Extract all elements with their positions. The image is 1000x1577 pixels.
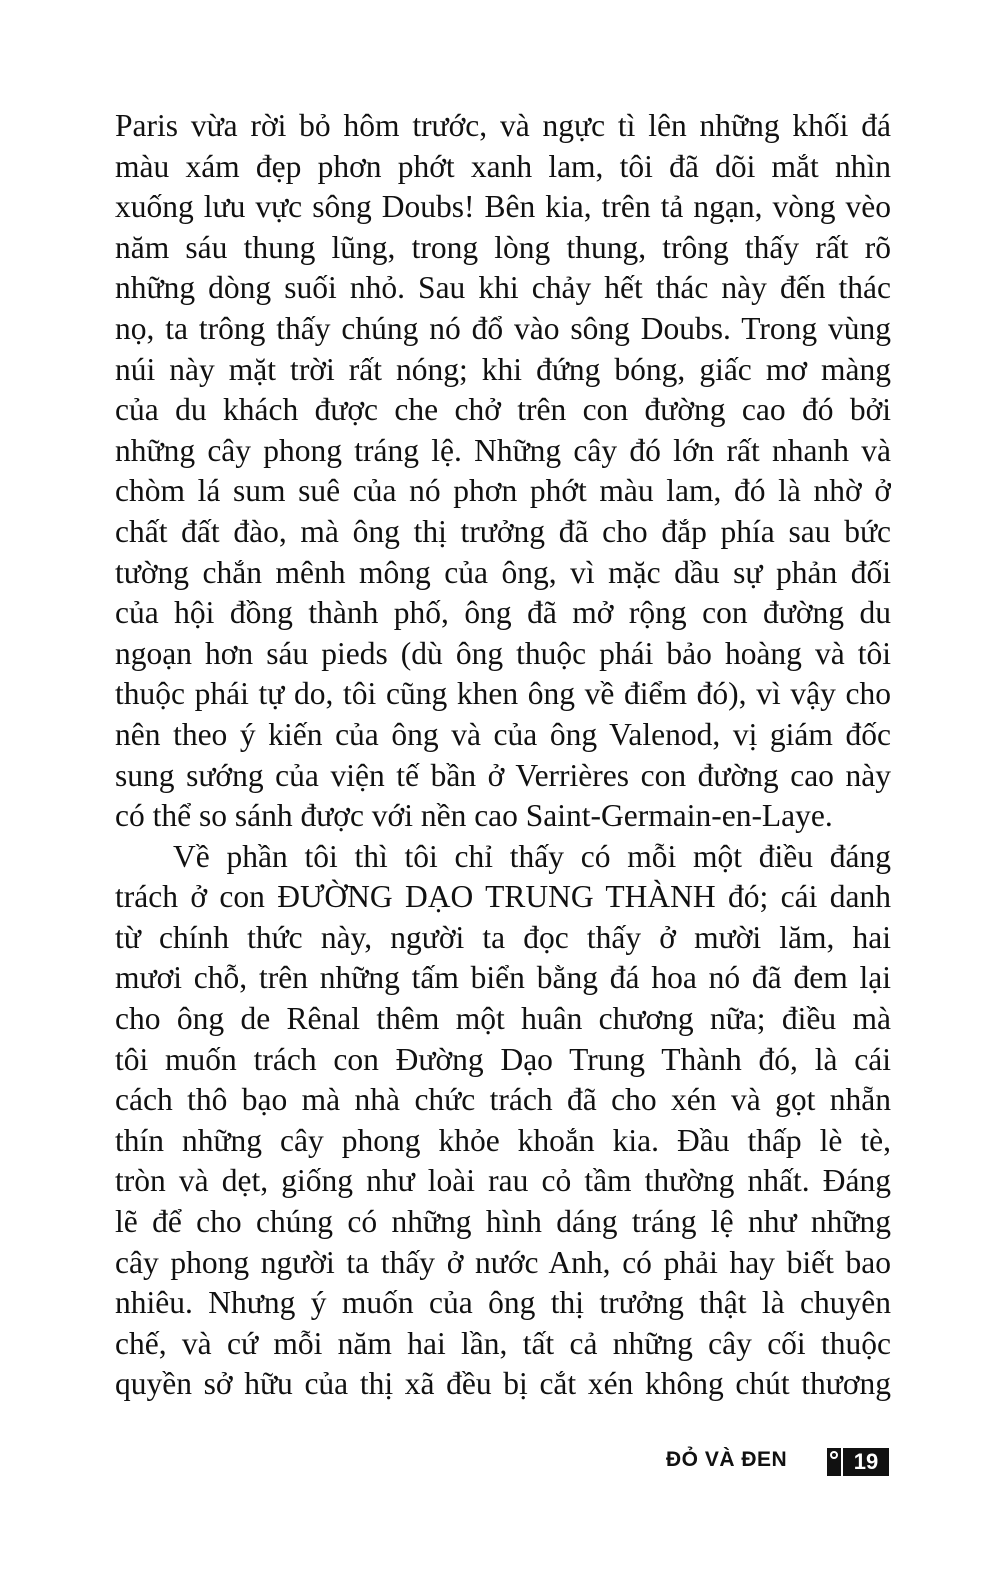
text-line: thín những cây phong khỏe khoắn kia. Đầu thấp lè tè, — [115, 1122, 891, 1158]
text-line: cho ông de Rênal thêm một huân chương nữa; điều mà — [115, 1001, 891, 1037]
text-line: ngoạn hơn sáu pieds (dù ông thuộc phái bảo hoàng và tôi — [115, 635, 891, 671]
text-line: màu xám đẹp phơn phớt xanh lam, tôi đã dõi mắt nhìn — [115, 148, 891, 184]
text-line: núi này mặt trời rất nóng; khi đứng bóng, giấc mơ màng — [115, 351, 891, 387]
text-line: nhiêu. Nhưng ý muốn của ông thị trưởng thật là chuyên — [115, 1285, 891, 1321]
text-line: của du khách được che chở trên con đường cao đó bởi — [115, 392, 891, 428]
text-line: Paris vừa rời bỏ hôm trước, và ngực tì lên những khối đá — [115, 108, 891, 143]
text-line: trách ở con ĐƯỜNG DẠO TRUNG THÀNH đó; cái danh — [115, 879, 891, 915]
text-line: xuống lưu vực sông Doubs! Bên kia, trên tả ngạn, vòng vèo — [115, 189, 891, 225]
text-line: sung sướng của viện tế bần ở Verrières con đường cao này — [115, 757, 891, 793]
text-line: từ chính thức này, người ta đọc thấy ở mười lăm, hai — [115, 919, 891, 955]
publisher-logo-icon — [827, 1448, 841, 1476]
text-line: nên theo ý kiến của ông và của ông Valenod, vị giám đốc — [115, 716, 891, 752]
text-line: của hội đồng thành phố, ông đã mở rộng con đường du — [115, 595, 891, 631]
text-line: chế, và cứ mỗi năm hai lần, tất cả những cây cối thuộc — [115, 1325, 891, 1361]
text-line: thuộc phái tự do, tôi cũng khen ông về điểm đó), vì vậy cho — [115, 676, 891, 712]
text-line: tròn và dẹt, giống như loài rau cỏ tầm thường nhất. Đáng — [115, 1163, 891, 1199]
text-line: mươi chỗ, trên những tấm biển bằng đá hoa nó đã đem lại — [115, 960, 891, 996]
text-line: cây phong người ta thấy ở nước Anh, có phải hay biết bao — [115, 1244, 891, 1280]
text-line: có thể so sánh được với nền cao Saint-Germain-en-Laye. — [115, 798, 833, 834]
text-line: năm sáu thung lũng, trong lòng thung, trông thấy rất rõ — [115, 229, 891, 265]
running-footer-title: ĐỎ VÀ ĐEN — [666, 1448, 788, 1471]
text-line: những cây phong tráng lệ. Những cây đó lớn rất nhanh và — [115, 432, 891, 468]
body-text — [115, 106, 891, 1405]
text-line: quyền sở hữu của thị xã đều bị cắt xén không chút thương — [115, 1366, 891, 1402]
text-line: lẽ để cho chúng có những hình dáng tráng lệ như những — [115, 1204, 891, 1240]
text-line: tôi muốn trách con Đường Dạo Trung Thành đó, là cái — [115, 1041, 891, 1077]
text-line: cách thô bạo mà nhà chức trách đã cho xén và gọt nhẵn — [115, 1082, 891, 1118]
text-line: chất đất đào, mà ông thị trưởng đã cho đắp phía sau bức — [115, 513, 891, 549]
text-line: Về phần tôi thì tôi chỉ thấy có mỗi một điều đáng — [173, 838, 891, 874]
text-line: tường chắn mênh mông của ông, vì mặc dầu sự phản đối — [115, 554, 891, 590]
page-number: 19 — [843, 1448, 889, 1476]
text-line: chòm lá sum suê của nó phơn phớt màu lam, đó là nhờ ở — [115, 473, 891, 509]
text-line: nọ, ta trông thấy chúng nó đổ vào sông Doubs. Trong vùng — [115, 310, 891, 346]
page-footer — [0, 1446, 1000, 1480]
text-line: những dòng suối nhỏ. Sau khi chảy hết thác này đến thác — [115, 270, 891, 306]
